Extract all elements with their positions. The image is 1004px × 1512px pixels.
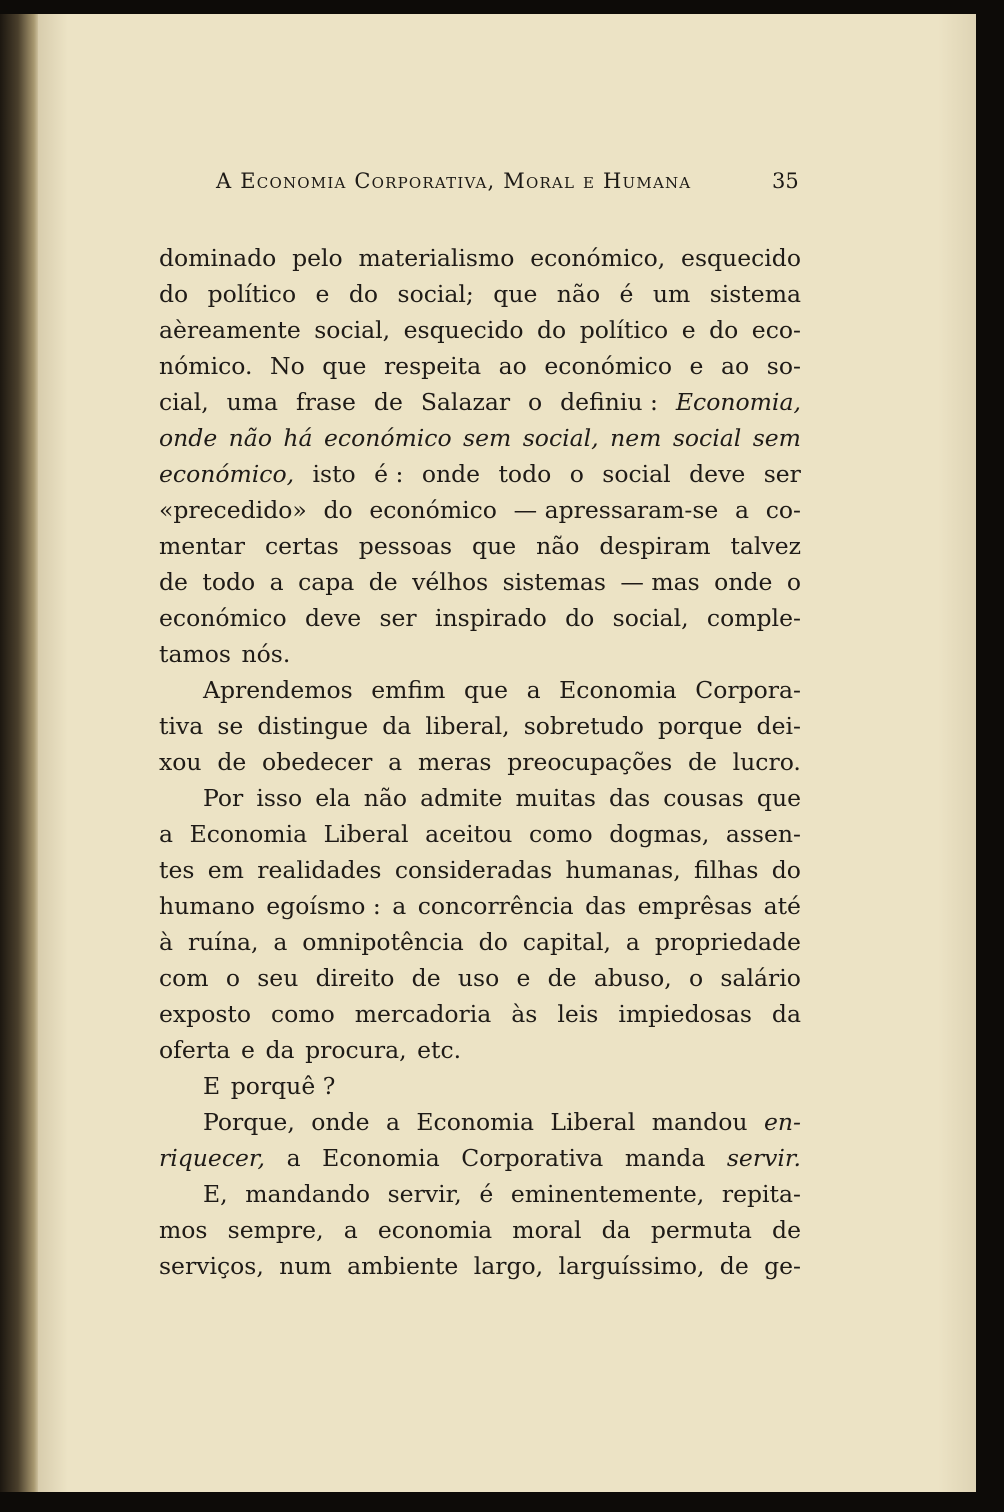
word: e [315,280,330,308]
word: do [565,604,595,632]
word: inspirado [435,604,547,632]
word: certas [264,532,339,560]
word: permuta [650,1216,752,1244]
text-line [159,888,801,924]
word: emprêsas [637,892,753,920]
word: E [203,1072,221,1100]
text-line [159,996,801,1032]
text-line [159,312,801,348]
word: em [207,856,244,884]
word: de [217,748,247,776]
word: sem [463,424,512,452]
word: e [516,964,531,992]
text-line [159,564,801,600]
word: nós. [241,640,291,668]
word: egoísmo : [266,892,381,920]
text-line [159,1176,801,1212]
word: ge- [764,1252,801,1280]
text-line [159,1104,801,1140]
text-line [159,1248,801,1284]
word: que [472,532,517,560]
word: ela [315,784,351,812]
word: servir. [726,1144,801,1172]
word: do [323,496,353,524]
text-line [159,852,801,888]
word: Economia [559,676,677,704]
page-sheet [38,14,976,1492]
text-line [159,528,801,564]
word: nómico. [159,352,253,380]
word: cial, [159,388,209,416]
word: social; [397,280,474,308]
word: a [625,928,640,956]
text-line [159,420,801,456]
word: social [602,460,671,488]
word: — mas [620,568,700,596]
word: larguíssimo, [558,1252,705,1280]
word: às [511,1000,538,1028]
text-line [159,1068,801,1104]
word: da [601,1216,631,1244]
text-line [159,1032,801,1068]
word: a [526,676,541,704]
word: de [687,748,717,776]
word: realidades [257,856,382,884]
word: — apressaram-se [513,496,719,524]
word: é [479,1180,494,1208]
word: todo [202,568,256,596]
word: preocupações [507,748,673,776]
word: social [672,424,742,452]
word: e [681,316,696,344]
word: o [786,568,801,596]
word: vélhos [412,568,489,596]
word: mos [159,1216,208,1244]
word: propriedade [654,928,801,956]
word: porquê ? [230,1072,336,1100]
word: político [207,280,297,308]
word: social, [314,316,391,344]
word: distingue [257,712,369,740]
word: o [528,388,543,416]
word: sistema [709,280,801,308]
word: que [493,280,538,308]
word: ser [379,604,417,632]
text-line [159,1212,801,1248]
word: respeita [383,352,482,380]
word: dogmas, [609,820,710,848]
word: mentar [159,532,246,560]
book-gutter-shadow [0,14,38,1492]
word: etc. [417,1036,462,1064]
word: sistemas [502,568,606,596]
word: uma [226,388,279,416]
text-line [159,924,801,960]
word: definiu : [560,388,658,416]
word: muitas [515,784,596,812]
word: de [719,1252,749,1280]
word: das [609,784,651,812]
word: até [763,892,801,920]
running-title: A Economia Corporativa, Moral e Humana [216,169,692,193]
word: Salazar [420,388,511,416]
word: todo [498,460,552,488]
word: ao [721,352,750,380]
word: sobretudo [523,712,644,740]
word: a [392,892,407,920]
word: admite [420,784,503,812]
word: servir, [387,1180,462,1208]
word: humanas, [565,856,681,884]
text-line [159,708,801,744]
word: das [585,892,627,920]
word: pessoas [358,532,453,560]
word: num [279,1252,332,1280]
word: procura, [305,1036,407,1064]
word: impiedosas [618,1000,752,1028]
word: materialismo [358,244,515,272]
word: meras [417,748,492,776]
word: à [159,928,174,956]
word: que [756,784,801,812]
text-line [159,672,801,708]
word: que [463,676,509,704]
word: e [241,1036,255,1064]
word: onde [159,424,218,452]
word: humano [159,892,255,920]
word: liberal, [425,712,510,740]
text-line [159,744,801,780]
word: nem [610,424,662,452]
word: onde [714,568,773,596]
word: Aprendemos [203,676,353,704]
word: a [735,496,750,524]
word: ruína, [187,928,259,956]
word: do [537,316,567,344]
word: tiva [159,712,204,740]
word: Por [203,784,244,812]
word: ambiente [347,1252,459,1280]
word: talvez [730,532,801,560]
word: tamos [159,640,231,668]
text-line [159,240,801,276]
word: se [217,712,244,740]
word: esquecido [681,244,801,272]
word: Liberal [550,1108,636,1136]
word: com [159,964,209,992]
word: dei- [756,712,801,740]
word: sempre, [227,1216,324,1244]
word: comple- [706,604,801,632]
word: cousas [663,784,744,812]
word: eminentemente, [510,1180,705,1208]
word: dominado [159,244,277,272]
word: co- [765,496,801,524]
word: de [411,964,441,992]
word: a [286,1144,301,1172]
word: isso [256,784,303,812]
word: salário [720,964,801,992]
word: despiram [599,532,711,560]
word: capital, [522,928,611,956]
text-line [159,960,801,996]
word: um [652,280,691,308]
word: da [265,1036,295,1064]
word: não [363,784,408,812]
word: aèreamente [159,316,301,344]
word: deve [689,460,746,488]
word: onde [311,1108,370,1136]
word: não [556,280,601,308]
word: omnipotência [302,928,464,956]
word: riquecer, [159,1144,266,1172]
word: a [159,820,174,848]
word: exposto [159,1000,252,1028]
word: capa [298,568,355,596]
word: o [688,964,704,992]
page-number: 35 [772,169,799,193]
word: económico [369,496,497,524]
text-line [159,636,801,672]
word: a [273,928,288,956]
word: de [547,964,577,992]
word: e [689,352,704,380]
word: repita- [721,1180,801,1208]
word: mandou [651,1108,748,1136]
word: como [271,1000,335,1028]
word: largo, [473,1252,544,1280]
text-line [159,384,801,420]
text-line [159,1140,801,1176]
word: obedecer [262,748,373,776]
word: direito [315,964,395,992]
text-line [159,276,801,312]
word: Economia, [675,388,801,416]
word: mercadoria [354,1000,492,1028]
word: tes [159,856,195,884]
word: económico [544,352,672,380]
word: Liberal [323,820,409,848]
word: frase [296,388,356,416]
word: «precedido» [159,496,307,524]
word: económico, [159,460,295,488]
word: do [348,280,379,308]
text-line [159,780,801,816]
word: lucro. [732,748,801,776]
word: filhas [694,856,759,884]
word: do [771,856,801,884]
running-header [38,169,976,199]
word: a [269,568,284,596]
word: de [159,568,188,596]
word: que [322,352,367,380]
word: pelo [292,244,343,272]
word: E, [203,1180,228,1208]
word: não [228,424,272,452]
word: o [569,460,584,488]
word: social, [612,604,689,632]
word: como [528,820,593,848]
word: económico, [530,244,666,272]
word: aceitou [425,820,513,848]
word: de [368,568,398,596]
word: há [283,424,313,452]
word: abuso, [593,964,672,992]
word: o [225,964,240,992]
word: deve [304,604,362,632]
word: do [709,316,739,344]
word: é [619,280,634,308]
word: seu [257,964,299,992]
word: porque [657,712,743,740]
word: da [771,1000,801,1028]
word: económico [159,604,287,632]
word: en- [763,1108,801,1136]
text-line [159,456,801,492]
word: onde [421,460,481,488]
word: Economia [416,1108,534,1136]
word: consideradas [394,856,553,884]
word: é : [374,460,404,488]
word: Economia [189,820,308,848]
word: isto [312,460,356,488]
text-line [159,816,801,852]
word: Corporativa [461,1144,604,1172]
word: político [579,316,669,344]
word: a [343,1216,358,1244]
word: eco- [751,316,801,344]
word: esquecido [403,316,524,344]
word: moral [512,1216,582,1244]
word: so- [766,352,801,380]
word: manda [624,1144,706,1172]
word: sem [752,424,801,452]
body-text [159,240,801,1284]
word: No [270,352,305,380]
word: a [388,748,403,776]
word: económico [324,424,452,452]
word: leis [557,1000,599,1028]
word: de [772,1216,801,1244]
word: Economia [322,1144,440,1172]
word: concorrência [417,892,574,920]
word: Corpora- [695,676,801,704]
word: serviços, [159,1252,264,1280]
word: não [536,532,580,560]
word: assen- [725,820,801,848]
word: uso [457,964,500,992]
text-line [159,600,801,636]
word: economia [377,1216,493,1244]
word: do [478,928,508,956]
word: mandando [245,1180,371,1208]
word: social, [522,424,599,452]
word: xou [159,748,202,776]
text-line [159,348,801,384]
word: do [159,280,189,308]
word: emfim [371,676,446,704]
text-line [159,492,801,528]
word: de [373,388,403,416]
word: a [385,1108,400,1136]
word: ao [498,352,527,380]
word: da [382,712,412,740]
word: oferta [159,1036,231,1064]
word: Porque, [203,1108,295,1136]
word: ser [763,460,801,488]
